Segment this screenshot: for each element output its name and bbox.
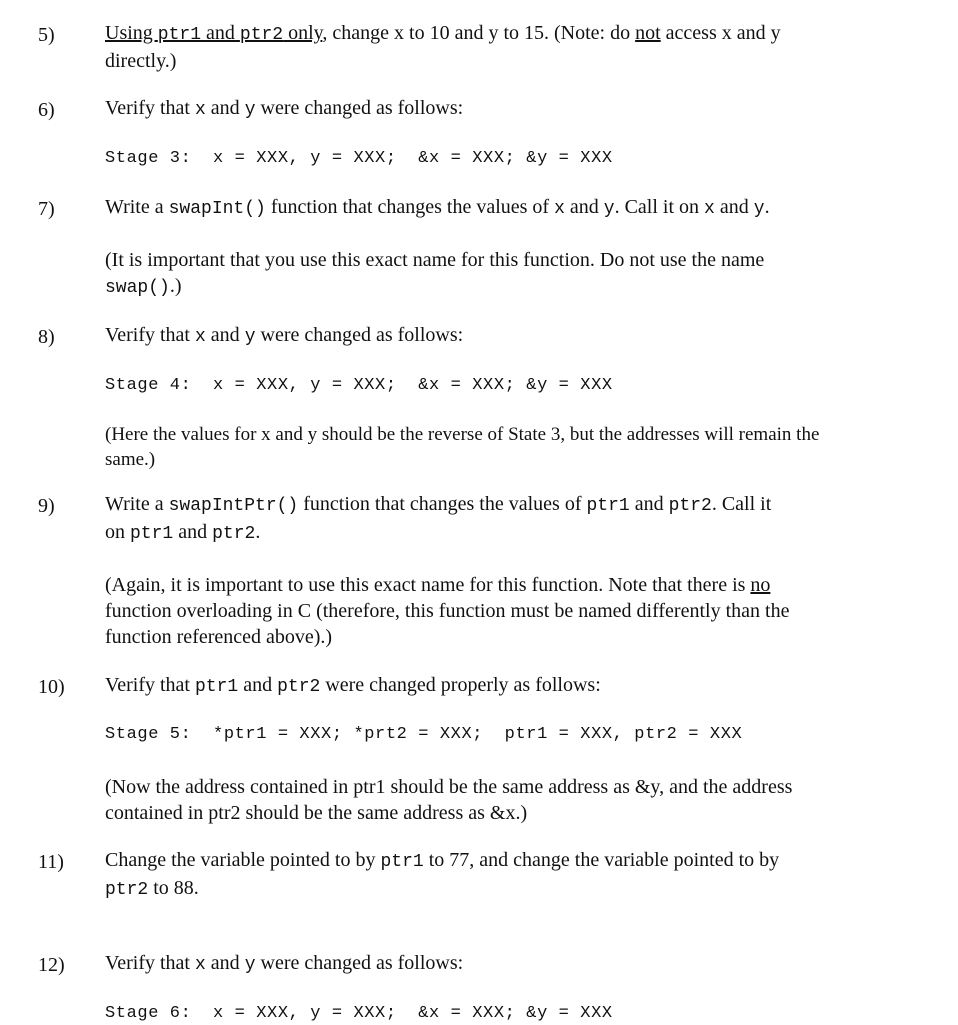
item-10-text: Verify that ptr1 and ptr2 were changed properly as follows: bbox=[105, 674, 601, 697]
item-5-text: Using ptr1 and ptr2 only, change x to 10 and y to 15. (Note: do not access x and y directly.) bbox=[105, 22, 781, 72]
item-10-note: (Now the address contained in ptr1 should be the same address as &y, and the address contained in ptr2 should be the same address as &x.) bbox=[105, 776, 793, 824]
item-5-using: Using ptr1 and ptr2 only bbox=[105, 22, 323, 45]
item-11-text: Change the variable pointed to by ptr1 to 77, and change the variable pointed to by ptr2 to 88. bbox=[105, 849, 780, 900]
stage-6-line: Stage 6: x = XXX, y = XXX; &x = XXX; &y = XXX bbox=[105, 1004, 613, 1023]
item-9-note: (Again, it is important to use this exact name for this function. Note that there is no function overloading in C (therefore, this function must be named differently than the function referenced above).) bbox=[105, 574, 790, 648]
item-number-7: 7) bbox=[38, 198, 55, 220]
item-8-text: Verify that x and y were changed as follows: bbox=[105, 324, 464, 347]
item-number-9: 9) bbox=[38, 495, 55, 517]
item-7-text: Write a swapInt() function that changes the values of x and y. Call it on x and y. bbox=[105, 196, 770, 219]
item-number-8: 8) bbox=[38, 326, 55, 348]
stage-4-line: Stage 4: x = XXX, y = XXX; &x = XXX; &y = XXX bbox=[105, 376, 613, 395]
item-8-note: (Here the values for x and y should be the reverse of State 3, but the addresses will remain the same.) bbox=[105, 424, 820, 470]
item-number-5: 5) bbox=[38, 24, 55, 46]
item-number-6: 6) bbox=[38, 99, 55, 121]
item-9-text: Write a swapIntPtr() function that changes the values of ptr1 and ptr2. Call it on ptr1 and ptr2. bbox=[105, 493, 772, 544]
item-number-11: 11) bbox=[38, 851, 64, 873]
item-12-text: Verify that x and y were changed as follows: bbox=[105, 952, 464, 975]
item-number-12: 12) bbox=[38, 954, 65, 976]
item-number-10: 10) bbox=[38, 676, 65, 698]
item-6-text: Verify that x and y were changed as follows: bbox=[105, 97, 464, 120]
stage-3-line: Stage 3: x = XXX, y = XXX; &x = XXX; &y = XXX bbox=[105, 149, 613, 168]
item-7-note: (It is important that you use this exact name for this function. Do not use the name swap().) bbox=[105, 249, 765, 298]
stage-5-line: Stage 5: *ptr1 = XXX; *prt2 = XXX; ptr1 = XXX, ptr2 = XXX bbox=[105, 725, 743, 744]
